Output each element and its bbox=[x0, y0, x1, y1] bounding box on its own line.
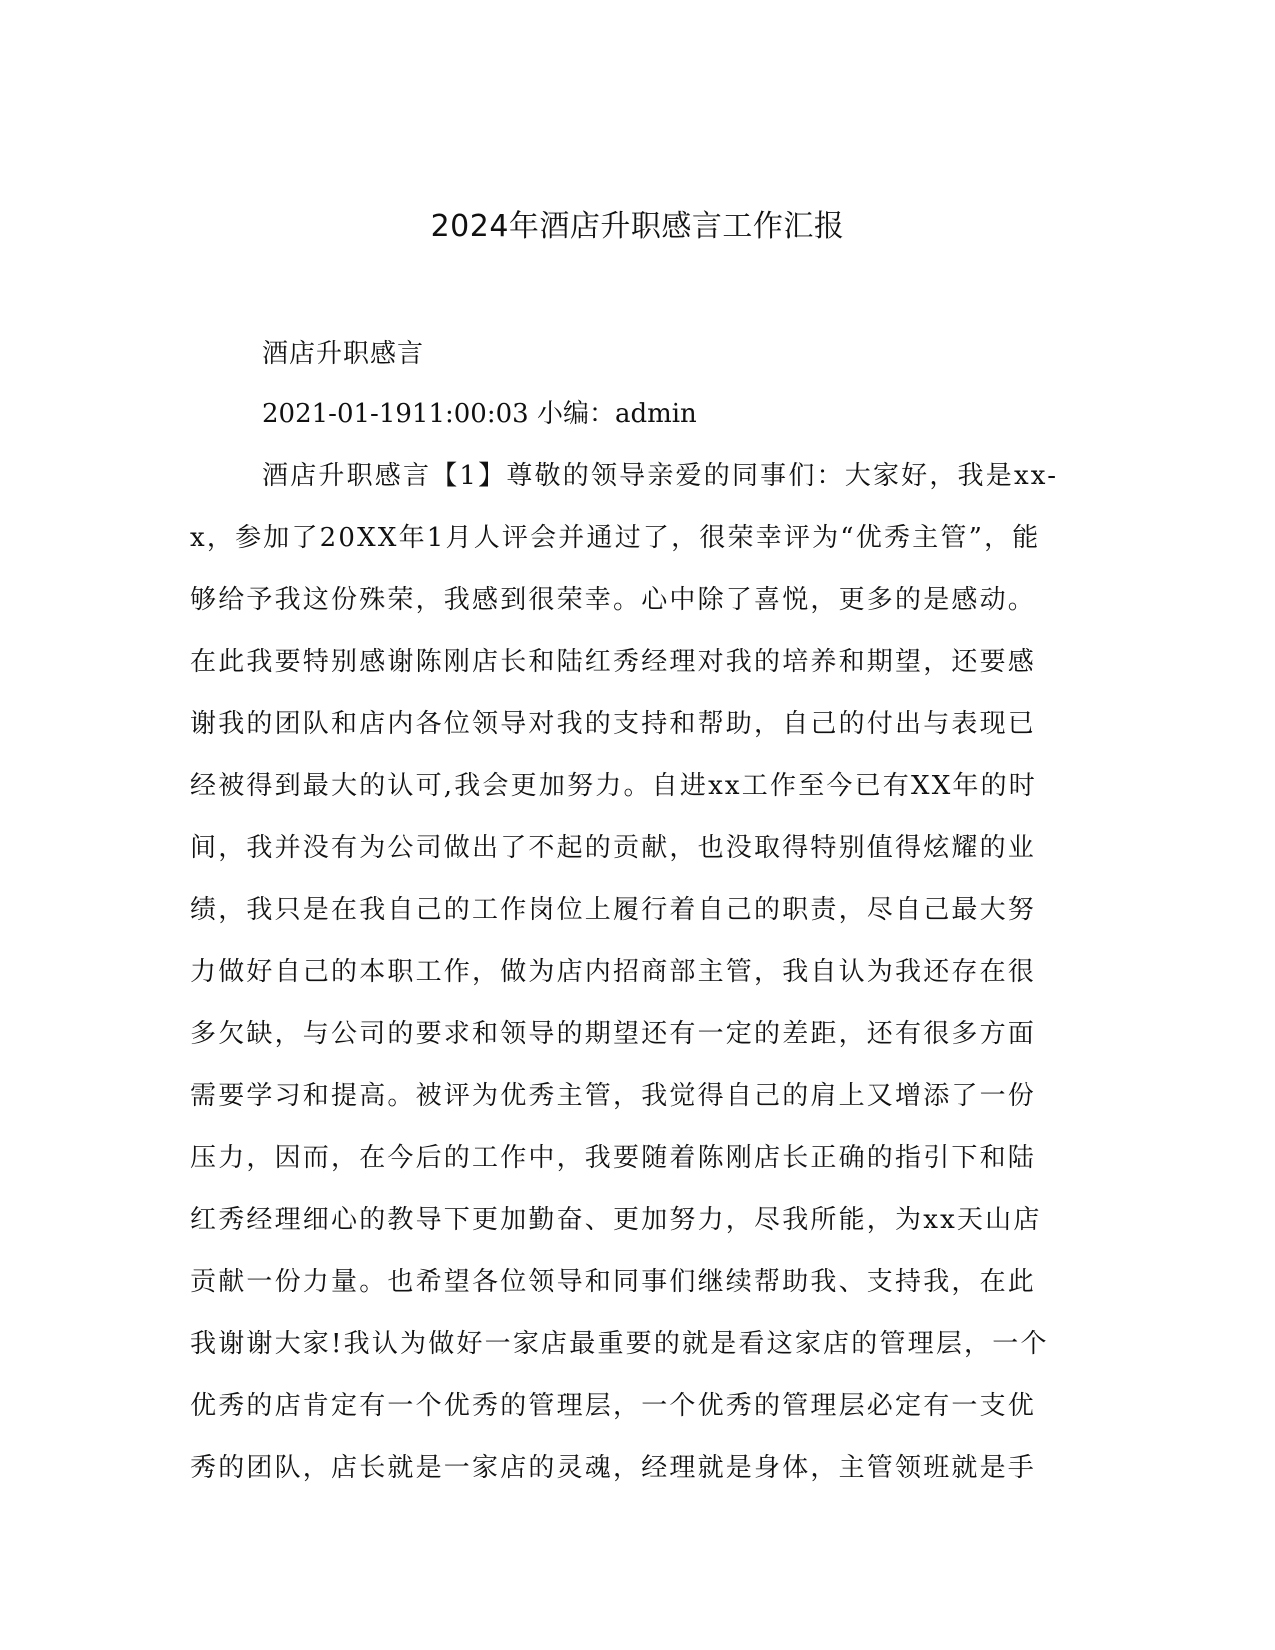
body-line: 在此我要特别感谢陈刚店长和陆红秀经理对我的培养和期望，还要感 bbox=[190, 647, 1037, 677]
page-title: 2024年酒店升职感言工作汇报 bbox=[430, 209, 845, 244]
body-line: 红秀经理细心的教导下更加勤奋、更加努力，尽我所能，为xx天山店 bbox=[190, 1205, 1042, 1235]
body-line: 秀的团队，店长就是一家店的灵魂，经理就是身体，主管领班就是手 bbox=[190, 1453, 1037, 1483]
body-text bbox=[190, 458, 1080, 1512]
body-line: 酒店升职感言【1】尊敬的领导亲爱的同事们：大家好，我是xx- bbox=[262, 461, 1059, 491]
body-line: 够给予我这份殊荣，我感到很荣幸。心中除了喜悦，更多的是感动。 bbox=[190, 585, 1037, 615]
body-line: 间，我并没有为公司做出了不起的贡献，也没取得特别值得炫耀的业 bbox=[190, 833, 1037, 863]
section-subtitle: 酒店升职感言 bbox=[262, 339, 425, 369]
body-line: 需要学习和提高。被评为优秀主管，我觉得自己的肩上又增添了一份 bbox=[190, 1081, 1037, 1111]
body-line: 谢我的团队和店内各位领导对我的支持和帮助，自己的付出与表现已 bbox=[190, 709, 1037, 739]
body-line: 优秀的店肯定有一个优秀的管理层，一个优秀的管理层必定有一支优 bbox=[190, 1391, 1037, 1421]
body-line: 经被得到最大的认可,我会更加努力。自进xx工作至今已有XX年的时 bbox=[190, 771, 1038, 801]
body-line: 力做好自己的本职工作，做为店内招商部主管，我自认为我还存在很 bbox=[190, 957, 1037, 987]
body-line: x，参加了20XX年1月人评会并通过了，很荣幸评为“优秀主管”，能 bbox=[190, 523, 1041, 553]
body-line: 贡献一份力量。也希望各位领导和同事们继续帮助我、支持我，在此 bbox=[190, 1267, 1037, 1297]
dateline: 2021-01-1911:00:03 小编：admin bbox=[262, 399, 697, 429]
body-line: 压力，因而，在今后的工作中，我要随着陈刚店长正确的指引下和陆 bbox=[190, 1143, 1037, 1173]
body-line: 多欠缺，与公司的要求和领导的期望还有一定的差距，还有很多方面 bbox=[190, 1019, 1037, 1049]
body-line: 我谢谢大家!我认为做好一家店最重要的就是看这家店的管理层，一个 bbox=[190, 1329, 1049, 1359]
body-line: 绩，我只是在我自己的工作岗位上履行着自己的职责，尽自己最大努 bbox=[190, 895, 1037, 925]
